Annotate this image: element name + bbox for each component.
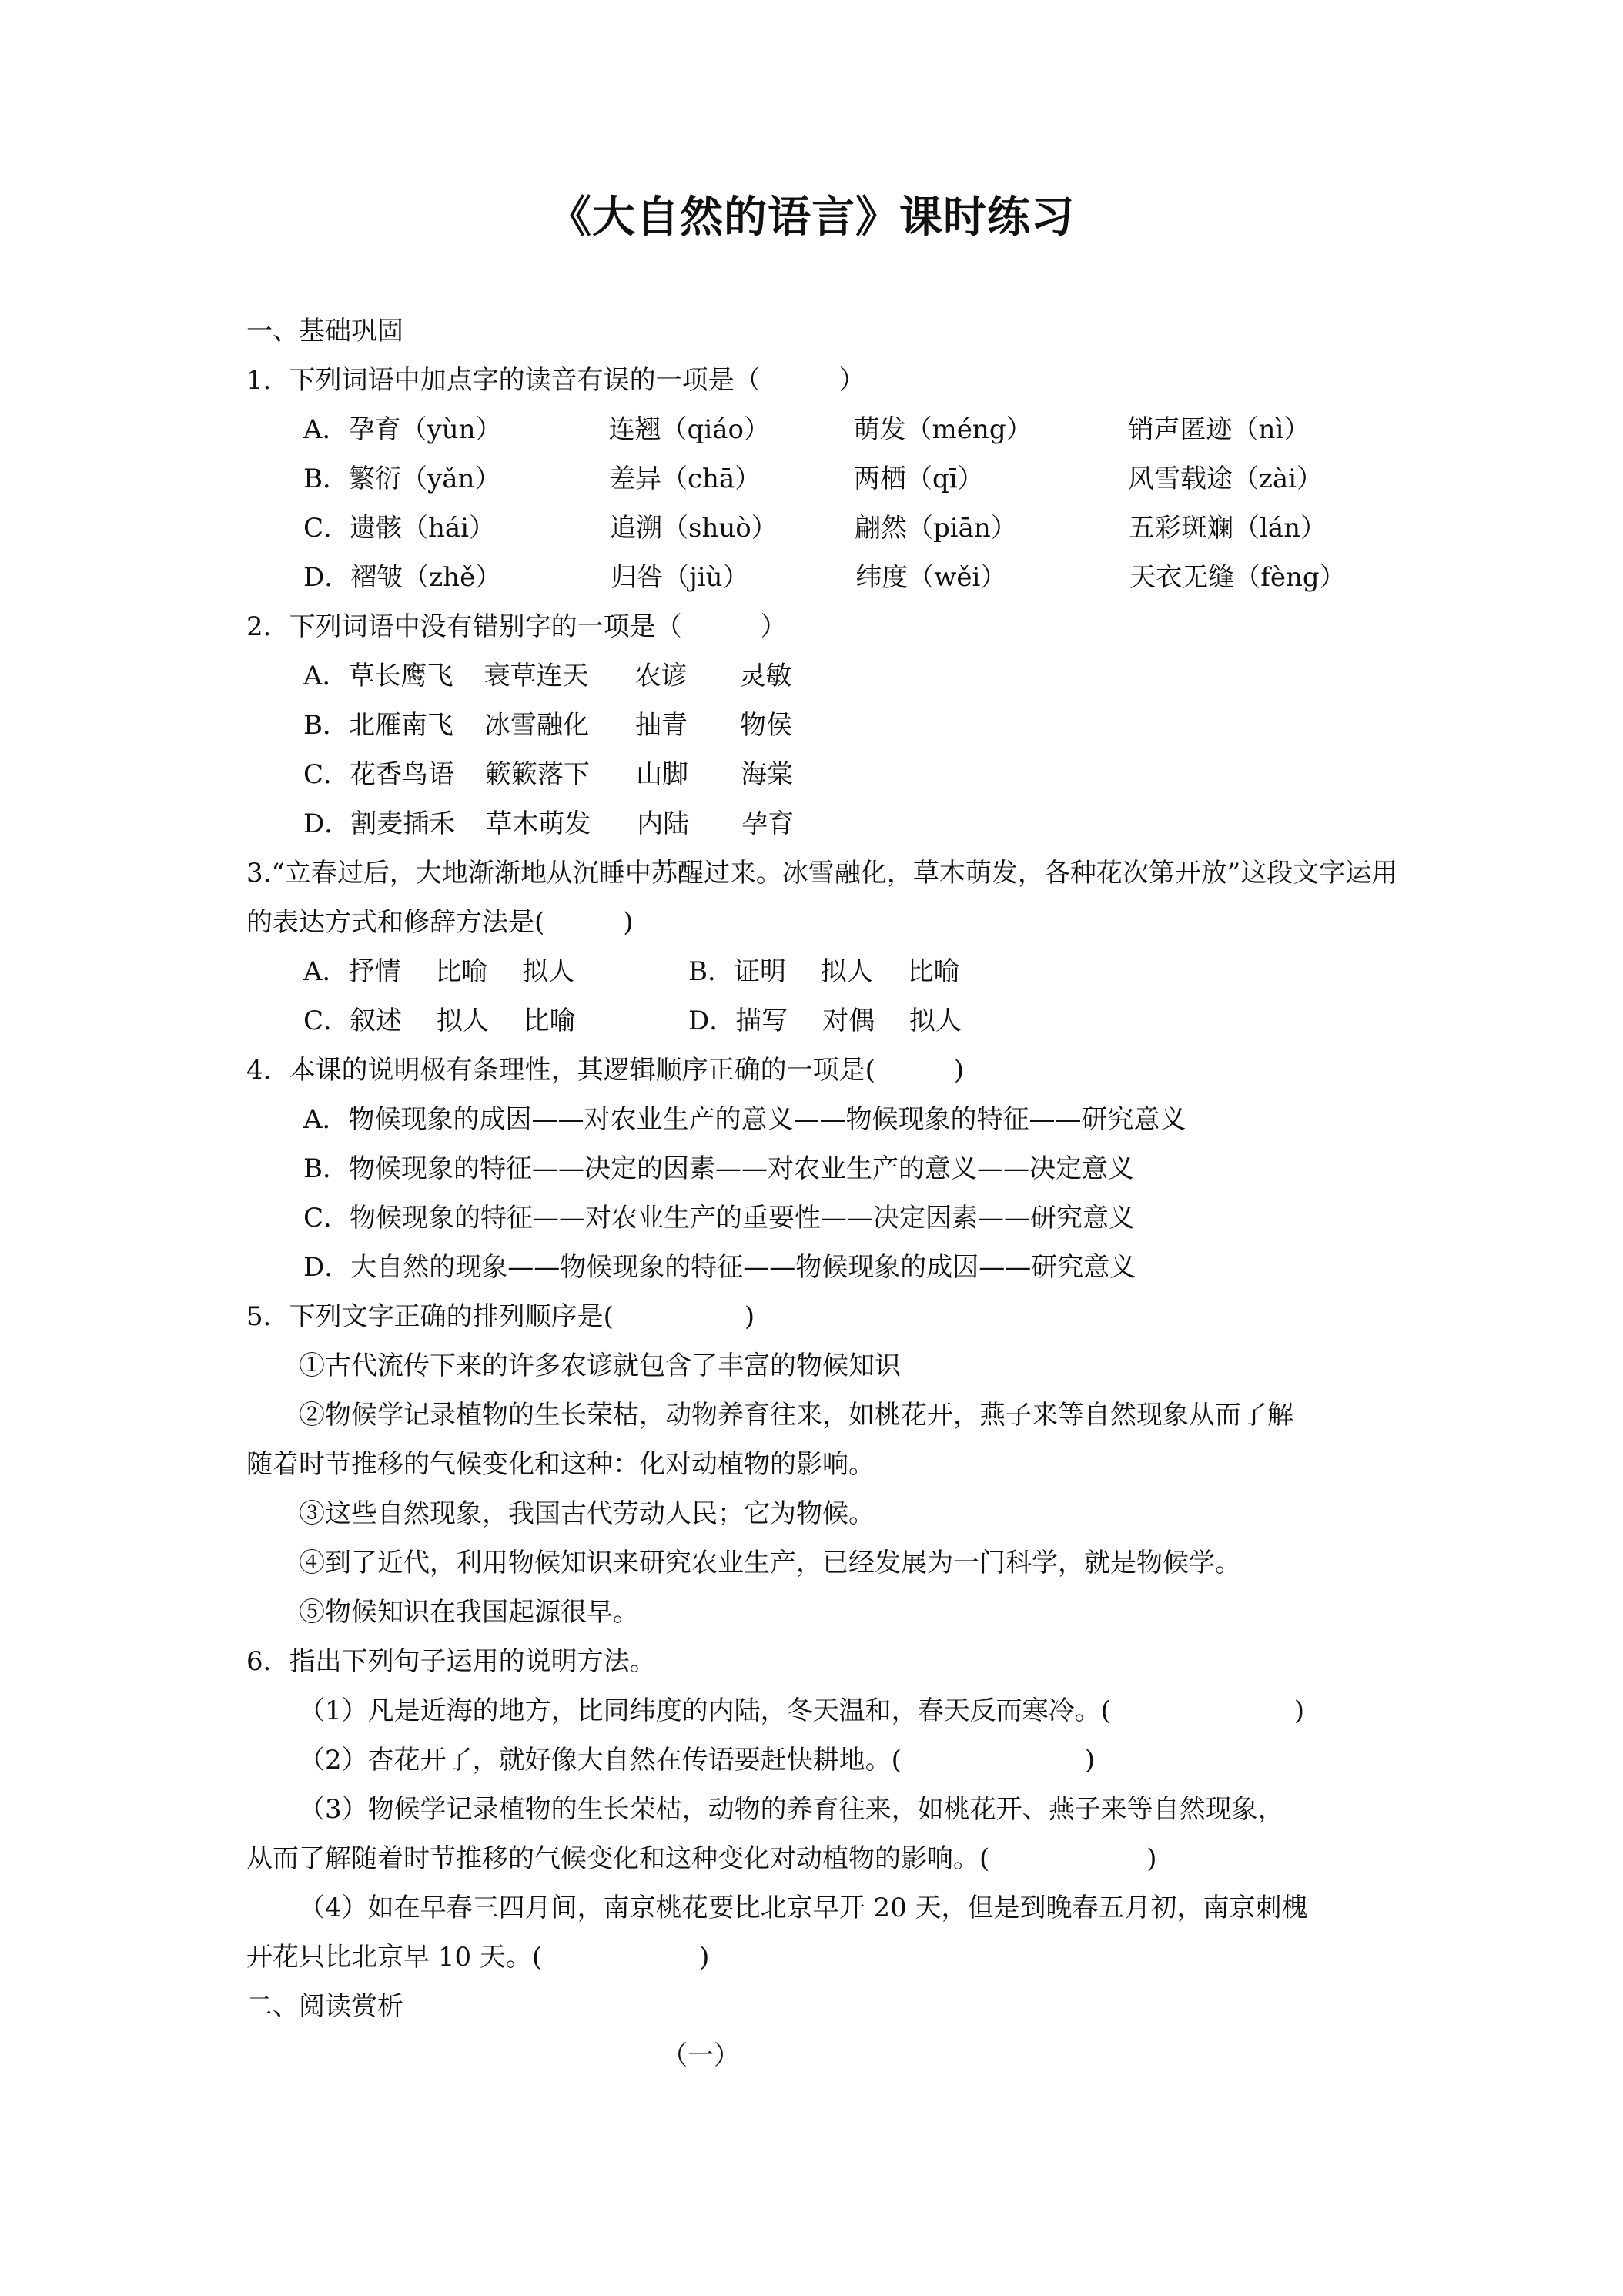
option-item: D．描写 对偶 拟人 <box>688 1006 962 1036</box>
question-6-item-3-cont: 从而了解随着时节推移的气候变化和这种变化对动植物的影响。( ) <box>246 1843 1157 1874</box>
option-item: 内陆 <box>637 808 690 839</box>
option-item: 追溯（shuò） <box>610 513 778 544</box>
option-item: 草长鹰飞 <box>348 661 453 691</box>
option-item: 萌发（méng） <box>853 414 1032 445</box>
option-item: 海棠 <box>741 759 794 790</box>
question-6-stem: 6．指出下列句子运用的说明方法。 <box>246 1646 656 1677</box>
question-5-sentence-2-cont: 随着时节推移的气候变化和这种：化对动植物的影响。 <box>246 1449 875 1480</box>
question-1-option-c: C．遗骸（hái） 追溯（shuò） 翩然（piān） 五彩斑斓（lán） <box>246 504 1327 553</box>
option-item: B．证明 拟人 比喻 <box>688 956 960 987</box>
option-item: 衰草连天 <box>484 661 589 691</box>
question-3-options-cd <box>246 996 1401 1046</box>
section-heading-reading: 二、阅读赏析 <box>246 1991 403 2022</box>
option-item: C．叙述 拟人 比喻 <box>303 1006 576 1036</box>
option-item: 风雪载途（zài） <box>1128 464 1323 494</box>
section-heading-basics: 一、基础巩固 <box>246 316 403 346</box>
question-5-sentence-3: ③这些自然现象，我国古代劳动人民；它为物候。 <box>299 1498 875 1529</box>
option-item: 北雁南飞 <box>349 710 453 741</box>
question-5-sentence-2: ②物候学记录植物的生长荣枯，动物养育往来，如桃花开，燕子来等自然现象从而了解 <box>299 1400 1293 1431</box>
option-item: 割麦插禾 <box>350 808 456 839</box>
option-item: 差异（chā） <box>609 464 761 494</box>
question-6-item-4: （4）如在早春三四月间，南京桃花要比北京早开 20 天，但是到晚春五月初，南京刺槐 <box>299 1893 1308 1923</box>
question-6-item-3: （3）物候学记录植物的生长荣枯，动物的养育往来，如桃花开、燕子来等自然现象， <box>299 1794 1284 1825</box>
question-2-option-a: A．草长鹰飞 衰草连天 农谚 灵敏 <box>246 651 1401 701</box>
question-6-item-1: （1）凡是近海的地方，比同纬度的内陆，冬天温和，春天反而寒冷。( ) <box>299 1695 1305 1726</box>
option-item: 农谚 <box>634 661 688 691</box>
option-item: 花香鸟语 <box>350 759 455 790</box>
question-3-stem: 3.“立春过后，大地渐渐地从沉睡中苏醒过来。冰雪融化，草木萌发，各种花次第开放”这段文字运用的表达方式和修辞方法是( ) <box>246 858 1398 938</box>
option-item: 翩然（piān） <box>855 513 1017 544</box>
option-item: 孕育（yùn） <box>348 414 502 445</box>
option-item: 遗骸（hái） <box>350 513 496 544</box>
question-4-option-b: B．物候现象的特征——决定的因素——对农业生产的意义——决定意义 <box>303 1153 1134 1184</box>
page-title: 《大自然的语言》课时练习 <box>548 192 1075 243</box>
question-5-sentence-4: ④到了近代，利用物候知识来研究农业生产，已经发展为一门科学，就是物候学。 <box>299 1548 1241 1578</box>
subsection-label: （一） <box>661 2040 740 2071</box>
question-2-option-c: C．花香鸟语 簌簌落下 山脚 海棠 <box>246 750 1401 799</box>
question-6-item-2: （2）杏花开了，就好像大自然在传语要赶快耕地。( ) <box>299 1745 1096 1776</box>
option-item: 纬度（wěi） <box>855 562 1007 593</box>
option-item: 褶皱（zhě） <box>350 562 502 593</box>
option-item: A．抒情 比喻 拟人 <box>303 956 575 987</box>
question-4-stem: 4．本课的说明极有条理性，其逻辑顺序正确的一项是( ) <box>246 1055 965 1086</box>
option-item: 物侯 <box>740 710 792 741</box>
question-1-option-b: B．繁衍（yǎn） 差异（chā） 两栖（qī） 风雪载途（zài） <box>246 454 1323 504</box>
option-item: 孕育 <box>741 808 795 839</box>
question-5-sentence-1: ①古代流传下来的许多农谚就包含了丰富的物候知识 <box>299 1350 901 1381</box>
question-6-item-4-cont: 开花只比北京早 10 天。( ) <box>246 1942 710 1973</box>
option-item: 两栖（qī） <box>854 464 984 494</box>
worksheet-body <box>246 306 1401 2080</box>
question-1-option-a: A．孕育（yùn） 连翘（qiáo） 萌发（méng） 销声匿迹（nì） <box>246 405 1310 454</box>
question-2-option-b: B．北雁南飞 冰雪融化 抽青 物侯 <box>246 701 1401 750</box>
option-item: 草木萌发 <box>486 808 591 839</box>
option-item: 天衣无缝（fèng） <box>1129 562 1346 593</box>
option-item: 簌簌落下 <box>485 759 591 790</box>
option-item: 五彩斑斓（lán） <box>1129 513 1327 544</box>
question-2-option-d: D．割麦插禾 草木萌发 内陆 孕育 <box>246 799 1401 848</box>
option-item: 连翘（qiáo） <box>608 414 770 445</box>
question-5-stem: 5．下列文字正确的排列顺序是( ) <box>246 1301 755 1332</box>
question-5-sentence-5: ⑤物候知识在我国起源很早。 <box>299 1597 639 1628</box>
option-item: 冰雪融化 <box>484 710 589 741</box>
question-2-stem: 2．下列词语中没有错别字的一项是（ ） <box>246 611 787 642</box>
option-item: 繁衍（yǎn） <box>349 464 501 494</box>
question-4-option-c: C．物候现象的特征——对农业生产的重要性——决定因素——研究意义 <box>303 1203 1136 1233</box>
option-item: 灵敏 <box>739 661 792 691</box>
option-item: 销声匿迹（nì） <box>1127 414 1310 445</box>
question-4-option-a: A．物候现象的成因——对农业生产的意义——物候现象的特征——研究意义 <box>303 1104 1186 1135</box>
question-3-options-ab <box>246 947 1401 996</box>
option-item: 归咎（jiù） <box>611 562 749 593</box>
question-1-stem: 1．下列词语中加点字的读音有误的一项是（ ） <box>246 365 865 396</box>
option-item: 山脚 <box>636 759 689 790</box>
option-item: 抽青 <box>635 710 688 741</box>
question-4-option-d: D．大自然的现象——物候现象的特征——物候现象的成因——研究意义 <box>303 1252 1136 1283</box>
question-1-option-d: D．褶皱（zhě） 归咎（jiù） 纬度（wěi） 天衣无缝（fèng） <box>246 553 1346 602</box>
